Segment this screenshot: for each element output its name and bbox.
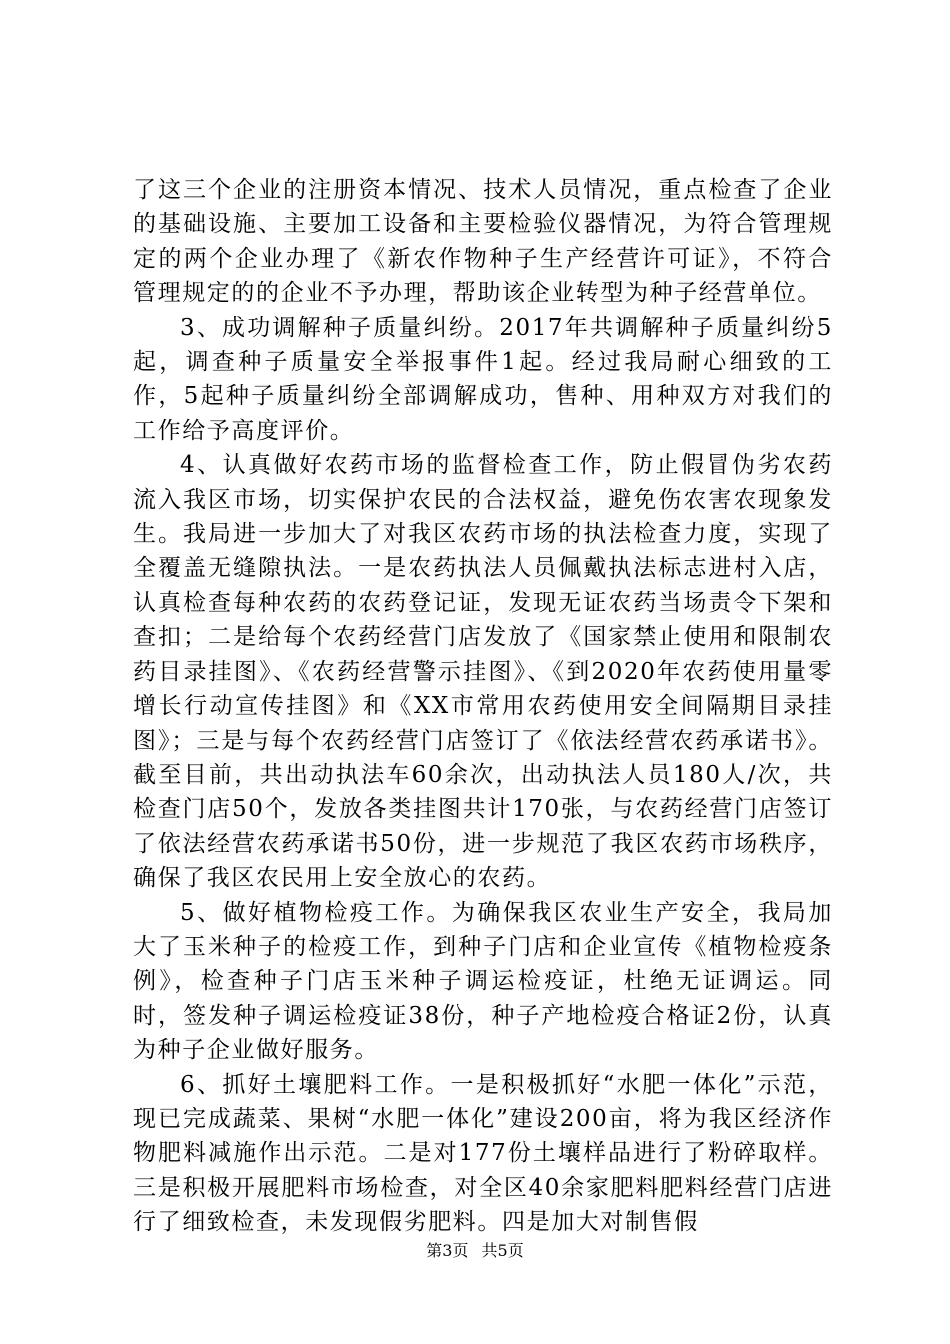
- page-number: 第3页: [426, 1241, 469, 1260]
- paragraph-pesticide-inspection: 4、认真做好农药市场的监督检查工作，防止假冒伪劣农药流入我区市场，切实保护农民的合法权益，避免伤农害农现象发生。我局进一步加大了对我区农药市场的执法检查力度，实现了全覆盖无缝隙执法。一是农药执法人员佩戴执法标志进村入店，认真检查每种农药的农药登记证，发现无证农药当场责令下架和查扣；二是给每个农药经营门店发放了《国家禁止使用和限制农药目录挂图》、《农药经营警示挂图》、《到2020年农药使用量零增长行动宣传挂图》和《XX市常用农药使用安全间隔期目录挂图》；三是与每个农药经营门店签订了《依法经营农药承诺书》。截至目前，共出动执法车60余次，出动执法人员180人/次，共检查门店50个，发放各类挂图共计170张，与农药经营门店签订了依法经营农药承诺书50份，进一步规范了我区农药市场秩序，确保了我区农民用上安全放心的农药。: [133, 452, 833, 892]
- page-total: 共5页: [481, 1241, 524, 1260]
- paragraph-seed-dispute: 3、成功调解种子质量纠纷。2017年共调解种子质量纠纷5起，调查种子质量安全举报事件1起。经过我局耐心细致的工作，5起种子质量纠纷全部调解成功，售种、用种双方对我们的工作给予高度评价。: [133, 314, 833, 444]
- paragraph-plant-quarantine: 5、做好植物检疫工作。为确保我区农业生产安全，我局加大了玉米种子的检疫工作，到种子门店和企业宣传《植物检疫条例》，检查种子门店玉米种子调运检疫证，杜绝无证调运。同时，签发种子调运检疫证38份，种子产地检疫合格证2份，认真为种子企业做好服务。: [133, 899, 833, 1064]
- page-footer: [0, 1241, 950, 1261]
- paragraph-soil-fertilizer: 6、抓好土壤肥料工作。一是积极抓好“水肥一体化”示范，现已完成蔬菜、果树“水肥一体化”建设200亩，将为我区经济作物肥料减施作出示范。二是对177份土壤样品进行了粉碎取样。三是积极开展肥料市场检查，对全区40余家肥料肥料经营门店进行了细致检查，未发现假劣肥料。四是加大对制售假: [133, 1071, 833, 1236]
- document-body: [133, 173, 833, 1240]
- paragraph-continuation: 了这三个企业的注册资本情况、技术人员情况，重点检查了企业的基础设施、主要加工设备和主要检验仪器情况，为符合管理规定的两个企业办理了《新农作物种子生产经营许可证》，不符合管理规定的的企业不予办理，帮助该企业转型为种子经营单位。: [133, 177, 833, 307]
